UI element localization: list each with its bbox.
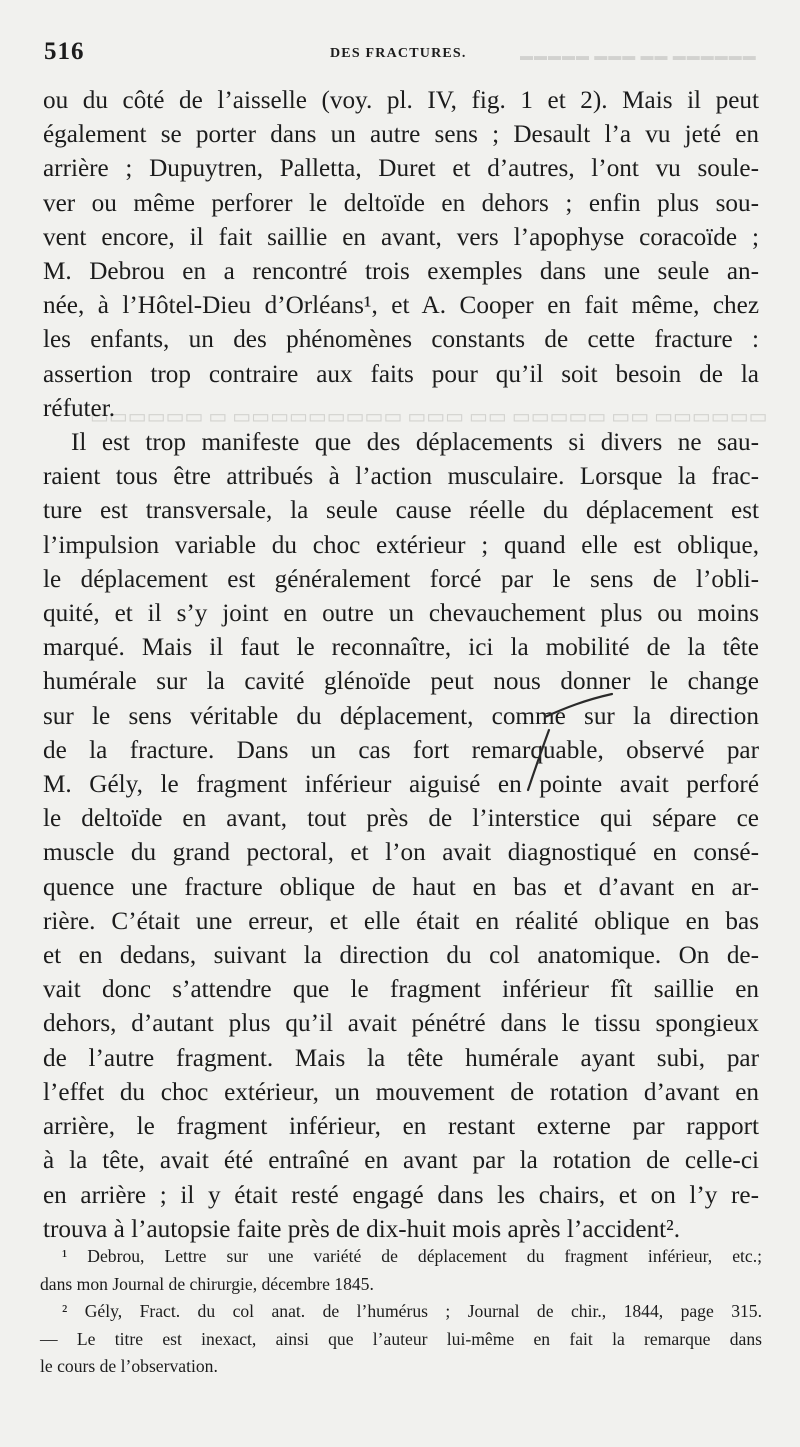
text-line: trouva à l’autopsie faite près de dix-huit mois après l’accident². [43,1215,681,1243]
page-number: 516 [44,38,85,65]
text-line: marqué. Mais il faut le reconnaître, ici la mobilité de la tête [43,634,759,662]
main-text [43,84,759,1247]
text-line: raient tous être attribués à l’action musculaire. Lorsque la frac- [43,463,759,491]
text-line: de l’autre fragment. Mais la tête humérale ayant subi, par [43,1044,759,1072]
text-line: réfuter. [43,394,116,422]
text-line: arrière ; Dupuytren, Palletta, Duret et d’autres, l’ont vu soule- [43,155,759,183]
text-line: M. Debrou en a rencontré trois exemples dans une seule an- [43,258,759,286]
text-line: ver ou même perforer le deltoïde en dehors ; enfin plus sou- [43,189,759,217]
footnote-line: — Le titre est inexact, ainsi que l’auteur lui-même en fait la remarque dans [40,1328,762,1349]
text-line: de la fracture. Dans un cas fort remarquable, observé par [43,736,759,764]
footnote-line: dans mon Journal de chirurgie, décembre 1845. [40,1273,374,1294]
text-line: vait donc s’attendre que le fragment inférieur fît saillie en [43,976,759,1004]
text-line: l’impulsion variable du choc extérieur ; quand elle est oblique, [43,531,759,559]
text-line: assertion trop contraire aux faits pour qu’il soit besoin de la [43,360,759,388]
footnotes [40,1243,762,1381]
running-head: DES FRACTURES. [330,46,467,61]
text-line: également se porter dans un autre sens ; Desault l’a vu jeté en [43,121,759,149]
footnote-line: le cours de l’observation. [40,1356,218,1376]
text-line: le déplacement est généralement forcé par le sens de l’obli- [43,565,759,593]
text-line: les enfants, un des phénomènes constants de cette fracture : [43,326,759,354]
text-line: née, à l’Hôtel-Dieu d’Orléans¹, et A. Cooper en fait même, chez [43,292,759,320]
page-header [44,38,760,68]
text-line: sur le sens véritable du déplacement, comme sur la direction [43,702,759,730]
text-line: quité, et il s’y joint en outre un chevauchement plus ou moins [43,600,759,628]
text-line: quence une fracture oblique de haut en bas et d’avant en ar- [43,873,759,901]
text-line: le deltoïde en avant, tout près de l’interstice qui sépare ce [43,805,759,833]
text-line: l’effet du choc extérieur, un mouvement de rotation d’avant en [43,1078,759,1106]
show-through-decoration: ▭▭▭▭▭▭ ▭ ▭▭▭▭▭▭▭▭▭ ▭▭▭ ▭▭ ▭▭▭▭▭ ▭▭ ▭▭▭▭▭▭ [90,406,768,428]
text-line: humérale sur la cavité glénoïde peut nous donner le change [43,668,759,696]
text-line: ture est transversale, la seule cause réelle du déplacement est [43,497,759,525]
show-through-decoration: ▬▬▬▬▬ ▬▬▬ ▬▬ ▬▬▬▬▬▬ [520,48,757,63]
footnote-line: ¹ Debrou, Lettre sur une variété de déplacement du fragment inférieur, etc.; [62,1246,762,1266]
text-line: M. Gély, le fragment inférieur aiguisé en pointe avait perforé [43,771,759,799]
text-line: en arrière ; il y était resté engagé dans les chairs, et on l’y re- [43,1181,759,1209]
text-line: dehors, d’autant plus qu’il avait pénétré dans le tissu spongieux [43,1010,759,1038]
text-line: arrière, le fragment inférieur, en restant externe par rapport [43,1113,759,1141]
text-line: à la tête, avait été entraîné en avant par la rotation de celle-ci [43,1147,759,1175]
text-line: muscle du grand pectoral, et l’on avait diagnostiqué en consé- [43,839,759,867]
text-line: rière. C’était une erreur, et elle était en réalité oblique en bas [43,907,759,935]
text-line: Il est trop manifeste que des déplacements si divers ne sau- [71,429,759,457]
text-line: et en dedans, suivant la direction du col anatomique. On de- [43,942,759,970]
text-line: vent encore, il fait saillie en avant, vers l’apophyse coracoïde ; [43,223,759,251]
footnote-line: ² Gély, Fract. du col anat. de l’humérus ; Journal de chir., 1844, page 315. [62,1301,762,1321]
text-line: ou du côté de l’aisselle (voy. pl. IV, fig. 1 et 2). Mais il peut [43,87,759,114]
